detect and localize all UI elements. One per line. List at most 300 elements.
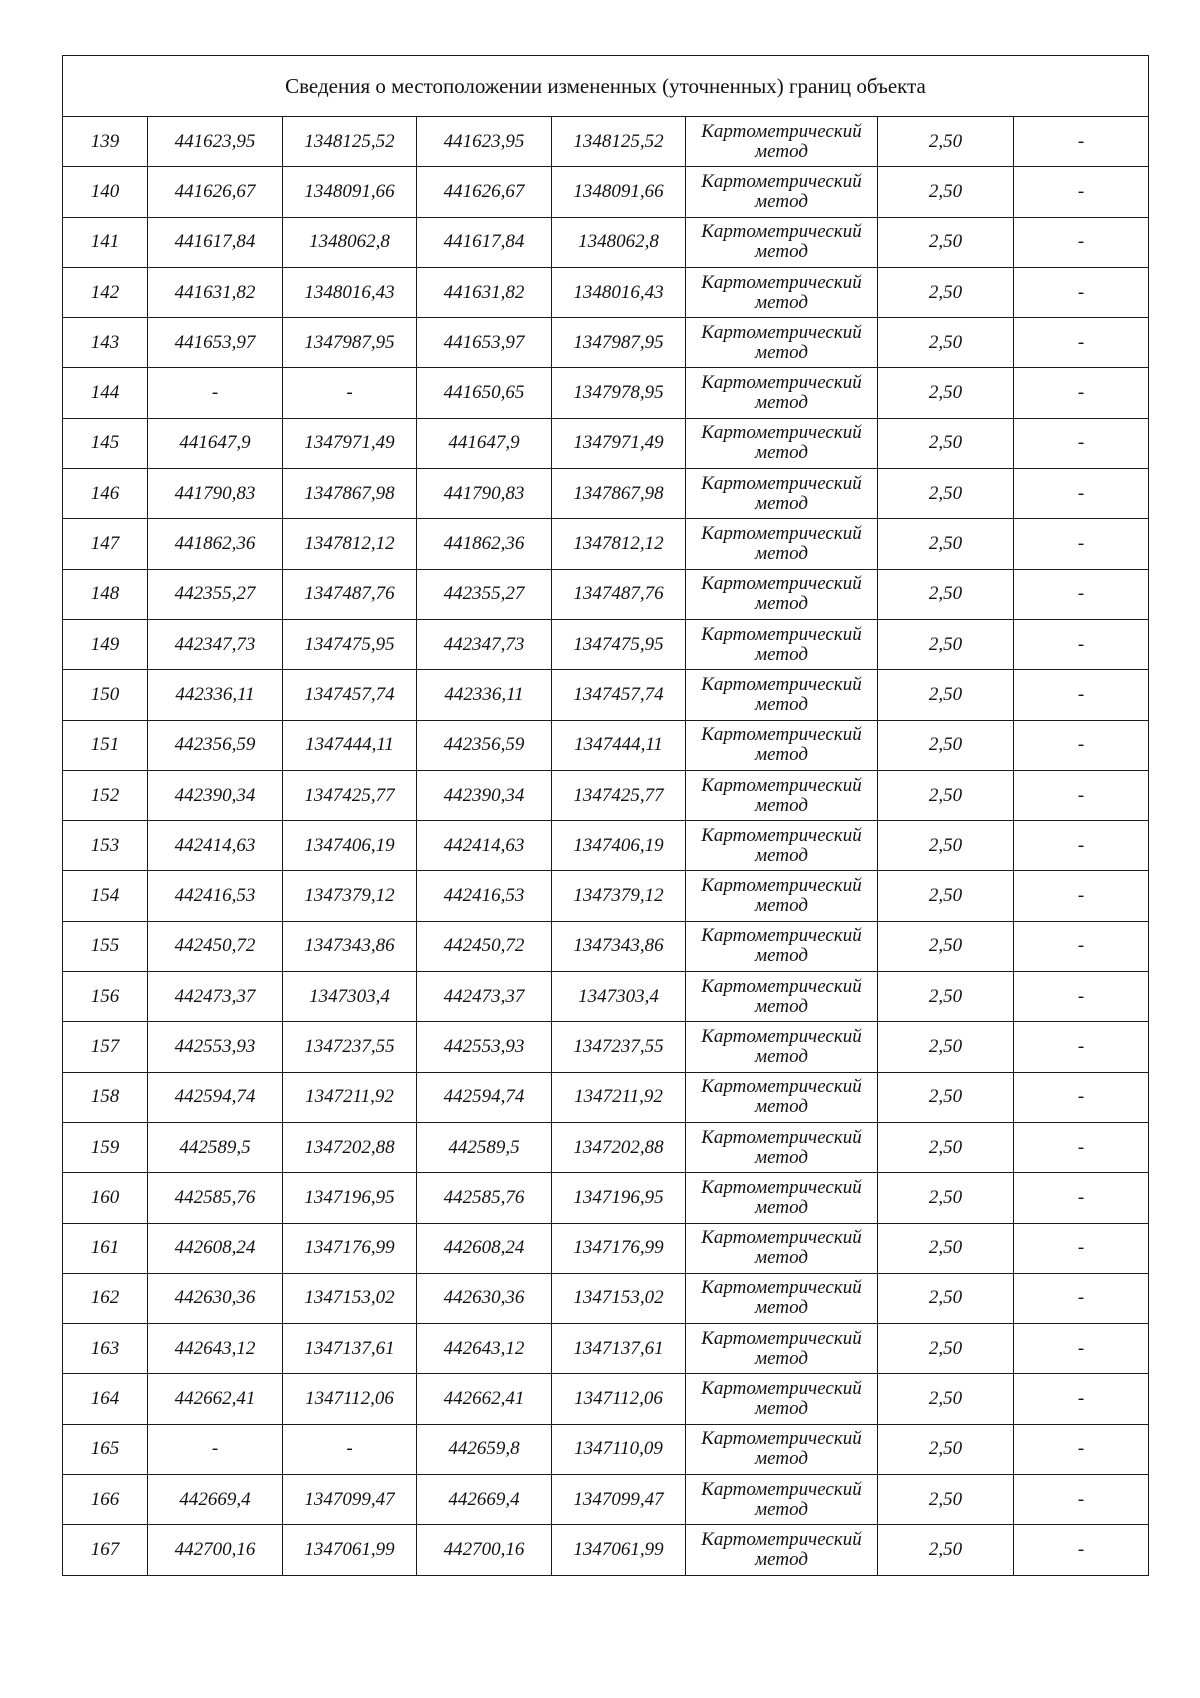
note-cell: - — [1014, 1223, 1149, 1273]
method-line-1: Картометрический — [701, 975, 862, 997]
note-cell: - — [1014, 720, 1149, 770]
point-number-cell: 154 — [63, 871, 148, 921]
accuracy-cell: 2,50 — [878, 670, 1014, 720]
table-row — [63, 318, 1149, 368]
existing-x-cell: 442473,37 — [148, 972, 283, 1022]
method-line-1: Картометрический — [701, 875, 862, 897]
method-line-1: Картометрический — [701, 221, 862, 243]
existing-x-cell: 442347,73 — [148, 619, 283, 669]
refined-y-cell: 1347987,95 — [552, 318, 686, 368]
existing-y-cell: 1347061,99 — [283, 1525, 417, 1575]
boundary-coordinates-table — [62, 55, 1149, 1576]
method-cell — [686, 117, 878, 167]
refined-x-cell: 442414,63 — [417, 821, 552, 871]
existing-x-cell: - — [148, 368, 283, 418]
refined-y-cell: 1347475,95 — [552, 619, 686, 669]
method-line-1: Картометрический — [701, 1428, 862, 1450]
method-cell — [686, 1525, 878, 1575]
refined-y-cell: 1348062,8 — [552, 217, 686, 267]
method-line-2: метод — [755, 1398, 808, 1420]
method-line-2: метод — [755, 190, 808, 212]
accuracy-cell: 2,50 — [878, 1022, 1014, 1072]
refined-x-cell: 441623,95 — [417, 117, 552, 167]
existing-x-cell: 442662,41 — [148, 1374, 283, 1424]
table-row — [63, 368, 1149, 418]
existing-y-cell: - — [283, 1424, 417, 1474]
point-number-cell: 145 — [63, 418, 148, 468]
method-cell — [686, 619, 878, 669]
method-line-1: Картометрический — [701, 472, 862, 494]
note-cell: - — [1014, 569, 1149, 619]
note-cell: - — [1014, 418, 1149, 468]
refined-x-cell: 442662,41 — [417, 1374, 552, 1424]
method-line-2: метод — [755, 995, 808, 1017]
accuracy-cell: 2,50 — [878, 267, 1014, 317]
note-cell: - — [1014, 318, 1149, 368]
point-number-cell: 142 — [63, 267, 148, 317]
method-line-2: метод — [755, 341, 808, 363]
accuracy-cell: 2,50 — [878, 519, 1014, 569]
existing-x-cell: 442630,36 — [148, 1273, 283, 1323]
method-line-2: метод — [755, 1247, 808, 1269]
existing-x-cell: 441626,67 — [148, 167, 283, 217]
note-cell: - — [1014, 1424, 1149, 1474]
accuracy-cell: 2,50 — [878, 569, 1014, 619]
method-line-2: метод — [755, 945, 808, 967]
existing-y-cell: 1347379,12 — [283, 871, 417, 921]
method-line-2: метод — [755, 241, 808, 263]
method-line-1: Картометрический — [701, 1076, 862, 1098]
refined-x-cell: 442589,5 — [417, 1122, 552, 1172]
table-row — [63, 1072, 1149, 1122]
existing-x-cell: 442553,93 — [148, 1022, 283, 1072]
refined-x-cell: 441626,67 — [417, 167, 552, 217]
accuracy-cell: 2,50 — [878, 972, 1014, 1022]
refined-x-cell: 441631,82 — [417, 267, 552, 317]
point-number-cell: 139 — [63, 117, 148, 167]
method-line-2: метод — [755, 1548, 808, 1570]
method-line-2: метод — [755, 140, 808, 162]
table-row — [63, 1022, 1149, 1072]
method-line-2: метод — [755, 643, 808, 665]
existing-x-cell: 442336,11 — [148, 670, 283, 720]
table-row — [63, 167, 1149, 217]
point-number-cell: 160 — [63, 1173, 148, 1223]
refined-y-cell: 1347444,11 — [552, 720, 686, 770]
existing-x-cell: 442414,63 — [148, 821, 283, 871]
method-cell — [686, 1022, 878, 1072]
table-body — [63, 56, 1149, 1576]
note-cell: - — [1014, 921, 1149, 971]
table-row — [63, 1374, 1149, 1424]
method-cell — [686, 1324, 878, 1374]
note-cell: - — [1014, 1324, 1149, 1374]
refined-x-cell: 442473,37 — [417, 972, 552, 1022]
refined-y-cell: 1347343,86 — [552, 921, 686, 971]
existing-x-cell: 442355,27 — [148, 569, 283, 619]
method-line-2: метод — [755, 1146, 808, 1168]
table-row — [63, 418, 1149, 468]
table-row — [63, 921, 1149, 971]
refined-y-cell: 1348125,52 — [552, 117, 686, 167]
method-cell — [686, 670, 878, 720]
method-line-1: Картометрический — [701, 1327, 862, 1349]
method-line-1: Картометрический — [701, 1277, 862, 1299]
refined-y-cell: 1347110,09 — [552, 1424, 686, 1474]
table-row — [63, 1122, 1149, 1172]
method-line-2: метод — [755, 1448, 808, 1470]
method-line-2: метод — [755, 1347, 808, 1369]
refined-x-cell: 442700,16 — [417, 1525, 552, 1575]
existing-y-cell: - — [283, 368, 417, 418]
point-number-cell: 140 — [63, 167, 148, 217]
existing-x-cell: - — [148, 1424, 283, 1474]
note-cell: - — [1014, 1374, 1149, 1424]
existing-x-cell: 441862,36 — [148, 519, 283, 569]
method-line-1: Картометрический — [701, 321, 862, 343]
accuracy-cell: 2,50 — [878, 217, 1014, 267]
method-line-2: метод — [755, 492, 808, 514]
existing-y-cell: 1347112,06 — [283, 1374, 417, 1424]
method-line-1: Картометрический — [701, 1176, 862, 1198]
existing-y-cell: 1347137,61 — [283, 1324, 417, 1374]
point-number-cell: 165 — [63, 1424, 148, 1474]
method-cell — [686, 418, 878, 468]
point-number-cell: 161 — [63, 1223, 148, 1273]
table-row — [63, 871, 1149, 921]
existing-x-cell: 441631,82 — [148, 267, 283, 317]
existing-y-cell: 1347487,76 — [283, 569, 417, 619]
accuracy-cell: 2,50 — [878, 1173, 1014, 1223]
existing-y-cell: 1347971,49 — [283, 418, 417, 468]
method-line-1: Картометрический — [701, 372, 862, 394]
method-cell — [686, 1072, 878, 1122]
refined-y-cell: 1347971,49 — [552, 418, 686, 468]
existing-x-cell: 442700,16 — [148, 1525, 283, 1575]
method-line-1: Картометрический — [701, 1025, 862, 1047]
refined-y-cell: 1347061,99 — [552, 1525, 686, 1575]
point-number-cell: 153 — [63, 821, 148, 871]
refined-y-cell: 1347176,99 — [552, 1223, 686, 1273]
refined-x-cell: 442416,53 — [417, 871, 552, 921]
existing-y-cell: 1347457,74 — [283, 670, 417, 720]
method-cell — [686, 1424, 878, 1474]
point-number-cell: 164 — [63, 1374, 148, 1424]
table-row — [63, 519, 1149, 569]
method-line-2: метод — [755, 1297, 808, 1319]
existing-x-cell: 442390,34 — [148, 770, 283, 820]
existing-y-cell: 1347812,12 — [283, 519, 417, 569]
existing-y-cell: 1347211,92 — [283, 1072, 417, 1122]
refined-x-cell: 442608,24 — [417, 1223, 552, 1273]
table-row — [63, 1424, 1149, 1474]
refined-x-cell: 441862,36 — [417, 519, 552, 569]
method-line-1: Картометрический — [701, 1478, 862, 1500]
method-line-2: метод — [755, 1045, 808, 1067]
refined-x-cell: 441647,9 — [417, 418, 552, 468]
refined-y-cell: 1347425,77 — [552, 770, 686, 820]
table-row — [63, 1525, 1149, 1575]
accuracy-cell: 2,50 — [878, 167, 1014, 217]
method-line-1: Картометрический — [701, 623, 862, 645]
method-cell — [686, 1223, 878, 1273]
table-row — [63, 117, 1149, 167]
note-cell: - — [1014, 1475, 1149, 1525]
existing-x-cell: 442356,59 — [148, 720, 283, 770]
point-number-cell: 159 — [63, 1122, 148, 1172]
point-number-cell: 167 — [63, 1525, 148, 1575]
note-cell: - — [1014, 217, 1149, 267]
refined-y-cell: 1347137,61 — [552, 1324, 686, 1374]
point-number-cell: 141 — [63, 217, 148, 267]
existing-y-cell: 1348016,43 — [283, 267, 417, 317]
existing-y-cell: 1347196,95 — [283, 1173, 417, 1223]
method-line-2: метод — [755, 543, 808, 565]
method-line-1: Картометрический — [701, 774, 862, 796]
point-number-cell: 156 — [63, 972, 148, 1022]
note-cell: - — [1014, 469, 1149, 519]
note-cell: - — [1014, 1072, 1149, 1122]
accuracy-cell: 2,50 — [878, 720, 1014, 770]
accuracy-cell: 2,50 — [878, 619, 1014, 669]
point-number-cell: 155 — [63, 921, 148, 971]
note-cell: - — [1014, 670, 1149, 720]
method-line-2: метод — [755, 392, 808, 414]
refined-x-cell: 442659,8 — [417, 1424, 552, 1474]
point-number-cell: 146 — [63, 469, 148, 519]
accuracy-cell: 2,50 — [878, 1273, 1014, 1323]
method-cell — [686, 267, 878, 317]
method-cell — [686, 972, 878, 1022]
accuracy-cell: 2,50 — [878, 770, 1014, 820]
point-number-cell: 157 — [63, 1022, 148, 1072]
point-number-cell: 149 — [63, 619, 148, 669]
existing-y-cell: 1347343,86 — [283, 921, 417, 971]
method-cell — [686, 519, 878, 569]
method-line-2: метод — [755, 794, 808, 816]
method-cell — [686, 569, 878, 619]
refined-x-cell: 442450,72 — [417, 921, 552, 971]
accuracy-cell: 2,50 — [878, 117, 1014, 167]
accuracy-cell: 2,50 — [878, 1324, 1014, 1374]
existing-x-cell: 441647,9 — [148, 418, 283, 468]
accuracy-cell: 2,50 — [878, 871, 1014, 921]
existing-y-cell: 1347202,88 — [283, 1122, 417, 1172]
table-row — [63, 217, 1149, 267]
existing-y-cell: 1347425,77 — [283, 770, 417, 820]
point-number-cell: 162 — [63, 1273, 148, 1323]
refined-x-cell: 441653,97 — [417, 318, 552, 368]
method-line-1: Картометрический — [701, 573, 862, 595]
method-line-1: Картометрический — [701, 925, 862, 947]
method-line-1: Картометрический — [701, 1227, 862, 1249]
table-row — [63, 469, 1149, 519]
table-row — [63, 972, 1149, 1022]
method-cell — [686, 720, 878, 770]
refined-x-cell: 442630,36 — [417, 1273, 552, 1323]
method-cell — [686, 1122, 878, 1172]
method-line-1: Картометрический — [701, 170, 862, 192]
point-number-cell: 151 — [63, 720, 148, 770]
existing-x-cell: 442608,24 — [148, 1223, 283, 1273]
table-row — [63, 1223, 1149, 1273]
method-line-1: Картометрический — [701, 422, 862, 444]
accuracy-cell: 2,50 — [878, 1475, 1014, 1525]
method-cell — [686, 368, 878, 418]
note-cell: - — [1014, 1173, 1149, 1223]
accuracy-cell: 2,50 — [878, 1223, 1014, 1273]
refined-x-cell: 442669,4 — [417, 1475, 552, 1525]
method-line-2: метод — [755, 1498, 808, 1520]
existing-y-cell: 1347444,11 — [283, 720, 417, 770]
method-line-1: Картометрический — [701, 120, 862, 142]
point-number-cell: 163 — [63, 1324, 148, 1374]
note-cell: - — [1014, 117, 1149, 167]
note-cell: - — [1014, 770, 1149, 820]
table-row — [63, 1173, 1149, 1223]
method-line-2: метод — [755, 744, 808, 766]
existing-y-cell: 1347867,98 — [283, 469, 417, 519]
refined-x-cell: 442594,74 — [417, 1072, 552, 1122]
refined-y-cell: 1347457,74 — [552, 670, 686, 720]
method-cell — [686, 921, 878, 971]
refined-x-cell: 442356,59 — [417, 720, 552, 770]
method-cell — [686, 469, 878, 519]
existing-y-cell: 1348091,66 — [283, 167, 417, 217]
table-row — [63, 1273, 1149, 1323]
table-title-row — [63, 56, 1149, 117]
refined-y-cell: 1347099,47 — [552, 1475, 686, 1525]
method-line-1: Картометрический — [701, 1378, 862, 1400]
method-line-2: метод — [755, 291, 808, 313]
table-row — [63, 821, 1149, 871]
existing-y-cell: 1347987,95 — [283, 318, 417, 368]
table-title: Сведения о местоположении измененных (уточненных) границ объекта — [63, 56, 1149, 117]
note-cell: - — [1014, 1273, 1149, 1323]
note-cell: - — [1014, 1525, 1149, 1575]
existing-x-cell: 442643,12 — [148, 1324, 283, 1374]
existing-y-cell: 1347099,47 — [283, 1475, 417, 1525]
existing-x-cell: 442585,76 — [148, 1173, 283, 1223]
method-line-2: метод — [755, 844, 808, 866]
table-row — [63, 720, 1149, 770]
table-row — [63, 569, 1149, 619]
method-line-1: Картометрический — [701, 271, 862, 293]
method-line-1: Картометрический — [701, 1528, 862, 1550]
method-line-2: метод — [755, 1096, 808, 1118]
refined-x-cell: 441790,83 — [417, 469, 552, 519]
refined-y-cell: 1347867,98 — [552, 469, 686, 519]
existing-x-cell: 442669,4 — [148, 1475, 283, 1525]
existing-x-cell: 442416,53 — [148, 871, 283, 921]
refined-x-cell: 442585,76 — [417, 1173, 552, 1223]
point-number-cell: 148 — [63, 569, 148, 619]
accuracy-cell: 2,50 — [878, 418, 1014, 468]
table-row — [63, 770, 1149, 820]
note-cell: - — [1014, 167, 1149, 217]
existing-y-cell: 1347176,99 — [283, 1223, 417, 1273]
point-number-cell: 150 — [63, 670, 148, 720]
accuracy-cell: 2,50 — [878, 1374, 1014, 1424]
table-row — [63, 1475, 1149, 1525]
accuracy-cell: 2,50 — [878, 921, 1014, 971]
accuracy-cell: 2,50 — [878, 1072, 1014, 1122]
method-line-2: метод — [755, 442, 808, 464]
existing-y-cell: 1348125,52 — [283, 117, 417, 167]
table-row — [63, 619, 1149, 669]
method-line-2: метод — [755, 895, 808, 917]
point-number-cell: 144 — [63, 368, 148, 418]
method-cell — [686, 1475, 878, 1525]
method-cell — [686, 1273, 878, 1323]
existing-x-cell: 442594,74 — [148, 1072, 283, 1122]
refined-y-cell: 1347379,12 — [552, 871, 686, 921]
point-number-cell: 166 — [63, 1475, 148, 1525]
existing-x-cell: 441617,84 — [148, 217, 283, 267]
refined-y-cell: 1348016,43 — [552, 267, 686, 317]
existing-x-cell: 441623,95 — [148, 117, 283, 167]
accuracy-cell: 2,50 — [878, 821, 1014, 871]
note-cell: - — [1014, 519, 1149, 569]
method-cell — [686, 1374, 878, 1424]
note-cell: - — [1014, 619, 1149, 669]
refined-y-cell: 1347237,55 — [552, 1022, 686, 1072]
refined-y-cell: 1347211,92 — [552, 1072, 686, 1122]
existing-x-cell: 441653,97 — [148, 318, 283, 368]
method-line-2: метод — [755, 1196, 808, 1218]
refined-y-cell: 1348091,66 — [552, 167, 686, 217]
method-cell — [686, 318, 878, 368]
point-number-cell: 152 — [63, 770, 148, 820]
refined-y-cell: 1347487,76 — [552, 569, 686, 619]
method-cell — [686, 167, 878, 217]
existing-y-cell: 1347237,55 — [283, 1022, 417, 1072]
refined-x-cell: 442553,93 — [417, 1022, 552, 1072]
method-line-1: Картометрический — [701, 824, 862, 846]
table-row — [63, 1324, 1149, 1374]
accuracy-cell: 2,50 — [878, 1122, 1014, 1172]
accuracy-cell: 2,50 — [878, 1525, 1014, 1575]
table-row — [63, 670, 1149, 720]
accuracy-cell: 2,50 — [878, 368, 1014, 418]
refined-y-cell: 1347978,95 — [552, 368, 686, 418]
existing-y-cell: 1348062,8 — [283, 217, 417, 267]
note-cell: - — [1014, 1122, 1149, 1172]
refined-y-cell: 1347196,95 — [552, 1173, 686, 1223]
method-line-1: Картометрический — [701, 523, 862, 545]
table-row — [63, 267, 1149, 317]
method-line-1: Картометрический — [701, 1126, 862, 1148]
note-cell: - — [1014, 871, 1149, 921]
refined-x-cell: 442355,27 — [417, 569, 552, 619]
existing-x-cell: 442589,5 — [148, 1122, 283, 1172]
refined-y-cell: 1347112,06 — [552, 1374, 686, 1424]
refined-y-cell: 1347812,12 — [552, 519, 686, 569]
existing-x-cell: 442450,72 — [148, 921, 283, 971]
existing-y-cell: 1347406,19 — [283, 821, 417, 871]
point-number-cell: 147 — [63, 519, 148, 569]
accuracy-cell: 2,50 — [878, 318, 1014, 368]
refined-x-cell: 442347,73 — [417, 619, 552, 669]
point-number-cell: 143 — [63, 318, 148, 368]
method-cell — [686, 217, 878, 267]
method-line-1: Картометрический — [701, 724, 862, 746]
note-cell: - — [1014, 267, 1149, 317]
existing-x-cell: 441790,83 — [148, 469, 283, 519]
note-cell: - — [1014, 1022, 1149, 1072]
refined-x-cell: 442336,11 — [417, 670, 552, 720]
note-cell: - — [1014, 972, 1149, 1022]
